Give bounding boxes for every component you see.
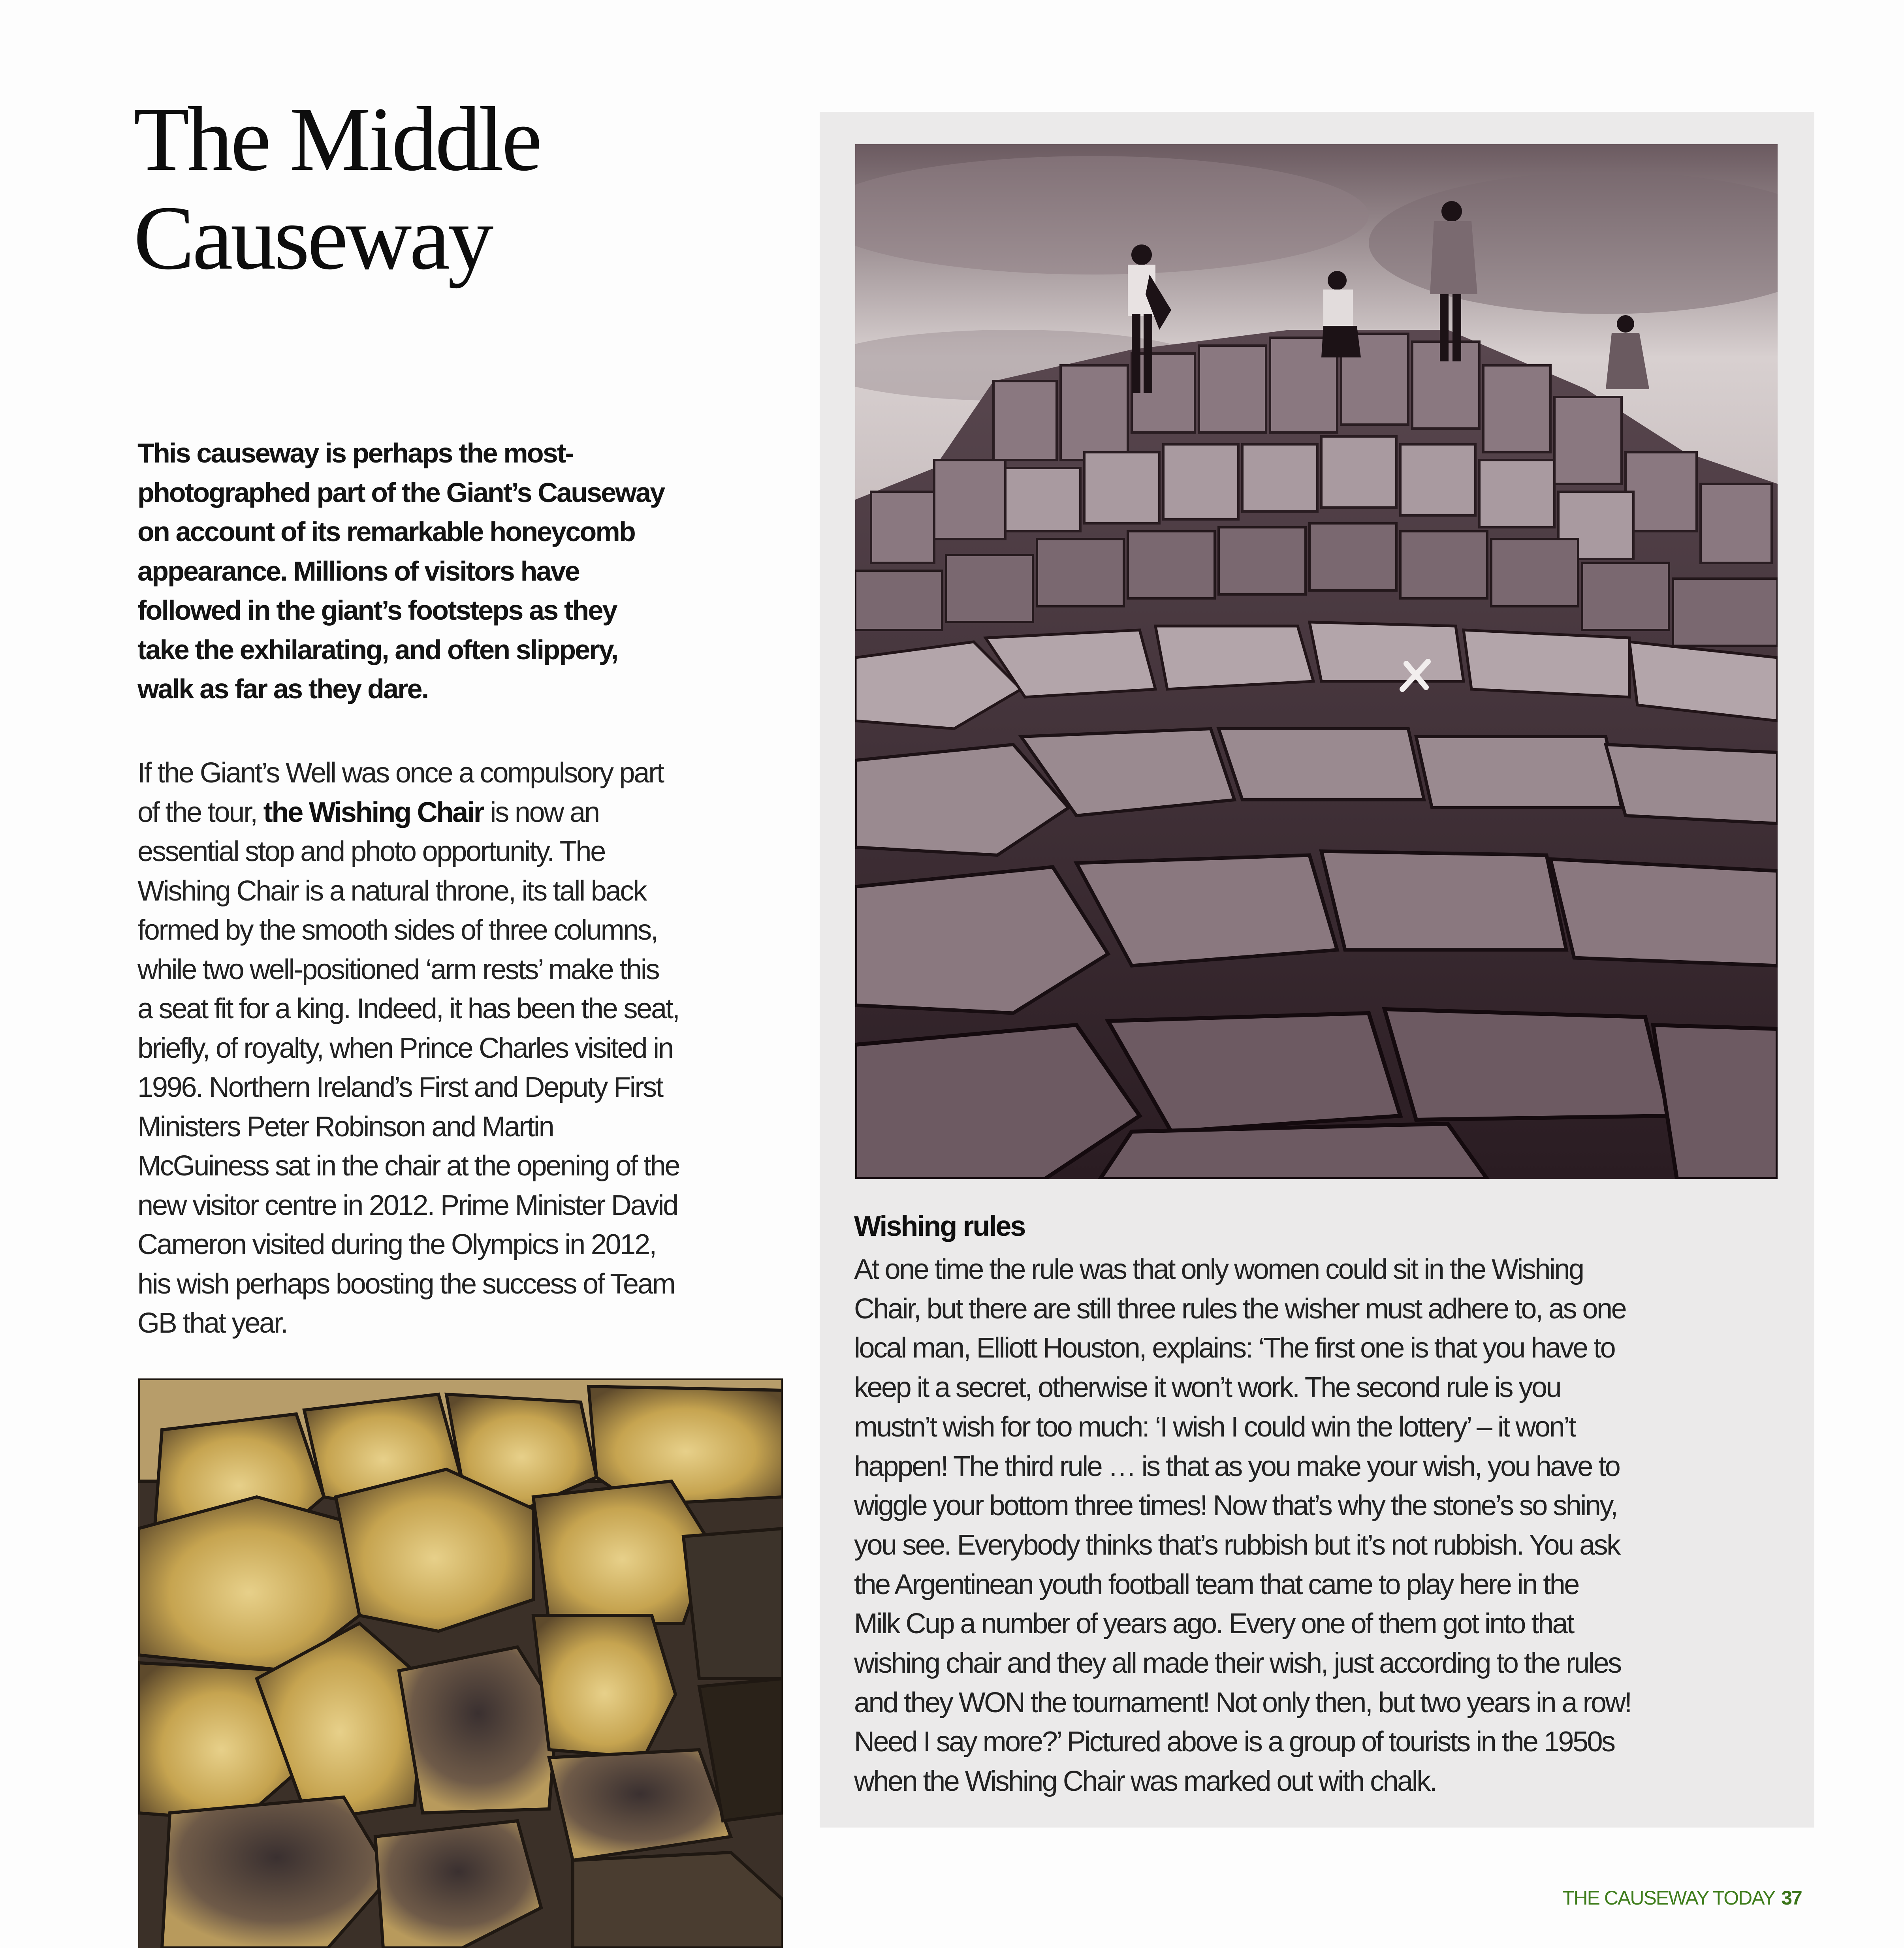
- sidebar-line: wiggle your bottom three times! Now that’s why the stone’s so shiny,: [854, 1490, 1617, 1522]
- sidebar-line: Need I say more?’ Pictured above is a group of tourists in the 1950s: [854, 1726, 1614, 1758]
- lead-line: photographed part of the Giant’s Causeway: [137, 477, 664, 508]
- title-line-2: Causeway: [134, 187, 491, 289]
- basalt-columns-photo: [138, 1378, 783, 1948]
- body-line: essential stop and photo opportunity. The: [137, 836, 605, 867]
- page-number: 37: [1781, 1887, 1802, 1909]
- wishing-rules-heading: Wishing rules: [854, 1211, 1025, 1242]
- wishing-rules-text: [854, 1250, 1810, 1801]
- lead-line: followed in the giant’s footsteps as they: [137, 595, 617, 626]
- sidebar-line: Chair, but there are still three rules the wisher must adhere to, as one: [854, 1293, 1626, 1325]
- lead-line: walk as far as they dare.: [137, 673, 428, 704]
- sidebar-line: mustn’t wish for too much: ‘I wish I could win the lottery’ – it won’t: [854, 1411, 1575, 1443]
- body-line: [137, 793, 801, 833]
- body-line: Cameron visited during the Olympics in 2012,: [137, 1229, 656, 1260]
- body-line: formed by the smooth sides of three columns,: [137, 914, 657, 946]
- page-title: [134, 90, 726, 288]
- lead-paragraph: [137, 434, 793, 709]
- body-paragraph: [137, 754, 801, 1343]
- sidebar-line: At one time the rule was that only women could sit in the Wishing: [854, 1254, 1583, 1285]
- body-line: Wishing Chair is a natural throne, its tall back: [137, 875, 646, 907]
- body-line: GB that year.: [137, 1307, 287, 1339]
- tourists-1950s-photo: [855, 144, 1778, 1179]
- body-text-run: is now an: [483, 796, 599, 828]
- lead-line: appearance. Millions of visitors have: [137, 555, 579, 587]
- lead-line: on account of its remarkable honeycomb: [137, 516, 635, 547]
- basalt-columns-illustration: [138, 1378, 783, 1948]
- body-line: new visitor centre in 2012. Prime Minister David: [137, 1189, 677, 1221]
- body-text-run: of the tour,: [137, 796, 263, 828]
- sidebar-line: happen! The third rule … is that as you make your wish, you have to: [854, 1450, 1620, 1482]
- sidebar-line: Milk Cup a number of years ago. Every one of them got into that: [854, 1608, 1573, 1640]
- section-name: THE CAUSEWAY TODAY: [1562, 1887, 1775, 1909]
- sidebar-line: you see. Everybody thinks that’s rubbish but it’s not rubbish. You ask: [854, 1529, 1620, 1561]
- body-line: If the Giant’s Well was once a compulsory part: [137, 757, 663, 789]
- body-line: while two well-positioned ‘arm rests’ make this: [137, 953, 659, 985]
- body-line: a seat fit for a king. Indeed, it has been the seat,: [137, 993, 679, 1025]
- tourists-on-causeway-illustration: [855, 144, 1778, 1179]
- page-footer: [1562, 1886, 1802, 1909]
- wishing-chair-emphasis: the Wishing Chair: [263, 796, 484, 828]
- lead-line: take the exhilarating, and often slippery,: [137, 634, 618, 665]
- body-line: Ministers Peter Robinson and Martin: [137, 1111, 553, 1143]
- sidebar-line: and they WON the tournament! Not only then, but two years in a row!: [854, 1687, 1631, 1719]
- body-line: 1996. Northern Ireland’s First and Deputy First: [137, 1072, 662, 1103]
- sidebar-line: local man, Elliott Houston, explains: ‘The first one is that you have to: [854, 1332, 1615, 1364]
- sidebar-line: the Argentinean youth football team that came to play here in the: [854, 1568, 1579, 1600]
- sidebar-line: when the Wishing Chair was marked out with chalk.: [854, 1766, 1436, 1798]
- lead-line: This causeway is perhaps the most-: [137, 438, 573, 468]
- sidebar-line: keep it a secret, otherwise it won’t work. The second rule is you: [854, 1372, 1561, 1404]
- title-line-1: The Middle: [134, 88, 540, 190]
- body-line: McGuiness sat in the chair at the opening of the: [137, 1150, 679, 1182]
- body-line: his wish perhaps boosting the success of Team: [137, 1268, 675, 1300]
- sidebar-line: wishing chair and they all made their wish, just according to the rules: [854, 1647, 1621, 1679]
- body-line: briefly, of royalty, when Prince Charles visited in: [137, 1032, 673, 1064]
